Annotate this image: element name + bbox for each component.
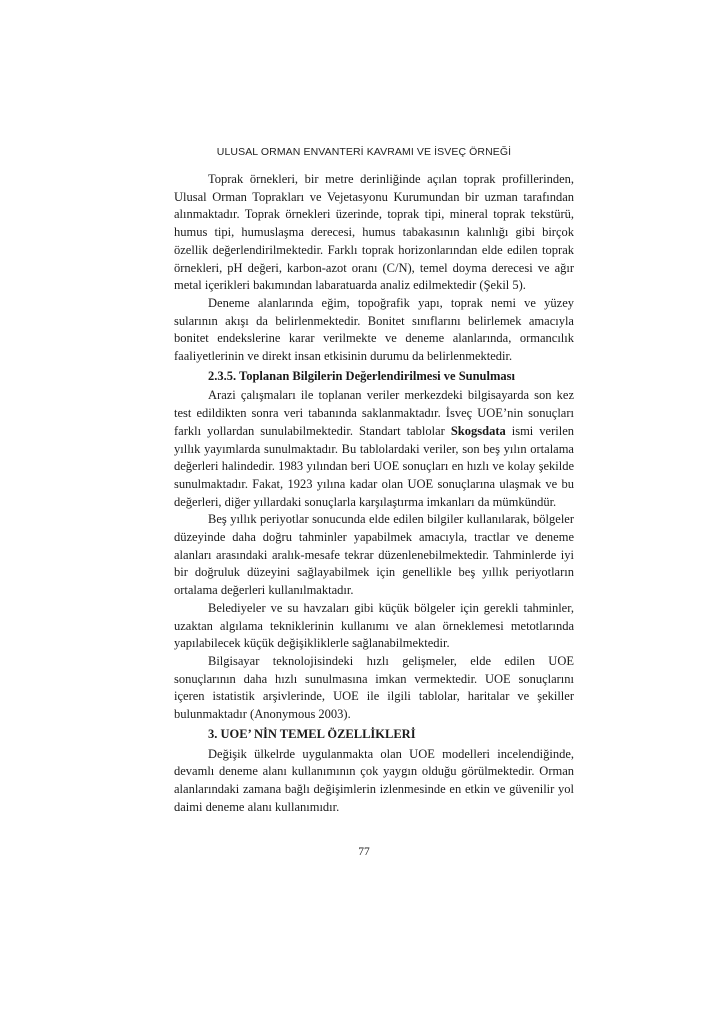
paragraph-computer-technology: Bilgisayar teknolojisindeki hızlı gelişmeler, elde edilen UOE sonuçlarının daha hızlı sunulmasına imkan vermektedir. UOE sonuçlarını içeren istatistik arşivlerinde, UOE ile ilgili tablolar, haritalar ve şekiller bulunmaktadır (Anonymous 2003).	[174, 653, 574, 722]
paragraph-data-presentation-part1: Arazi çalışmaları ile toplanan veriler merkezdeki bilgisayarda son kez test edildikten sonra veri tabanında saklanmaktadır. İsveç UOE’nin sonuçları farklı yollardan sunulabilmektedir. Standart tablolar	[174, 388, 574, 438]
running-header-title: ULUSAL ORMAN ENVANTERİ KAVRAMI VE İSVEÇ ÖRNEĞİ	[216, 146, 512, 158]
paragraph-permanent-plots: Değişik ülkelrde uygulanmakta olan UOE modelleri incelendiğinde, devamlı deneme alanı kullanımının çok yaygın olduğu görülmektedir. Orman alanlarındaki zamana bağlı değişimlerin izlenmesinde en etkin ve güvenilir yol daimi deneme alanı kullanımıdır.	[174, 746, 574, 814]
section-heading-2-3-5: 2.3.5. Toplanan Bilgilerin Değerlendirilmesi ve Sunulması	[208, 368, 515, 383]
skogsdata-term: Skogsdata	[450, 423, 506, 438]
page-number: 77	[358, 846, 370, 858]
paragraph-data-presentation	[174, 387, 574, 511]
section-heading-3: 3. UOE’ NİN TEMEL ÖZELLİKLERİ	[208, 726, 416, 741]
paragraph-plot-attributes: Deneme alanlarında eğim, topoğrafik yapı, toprak nemi ve yüzey sularının akışı da belirlenmektedir. Bonitet sınıflarını belirlemek amacıyla bonitet endekslerine karar verilmekte ve deneme alanlarında, ormancılık faaliyetlerinin ve direkt insan etkisinin durumu da belirlenmektedir.	[174, 295, 574, 364]
body-text	[174, 171, 574, 816]
paragraph-five-year-periods: Beş yıllık periyotlar sonucunda elde edilen bilgiler kullanılarak, bölgeler düzeyinde daha doğru tahminler yapabilmek amacıyla, tractlar ve deneme alanları arasındaki aralık-mesafe tekrar düzenlenebilmektedir. Tahminlerde iyi bir doğruluk düzeyini sağlayabilmek için genellikle beş yıllık periyotların ortalama değerleri kullanılmaktadır.	[174, 512, 574, 598]
paragraph-small-regions: Belediyeler ve su havzaları gibi küçük bölgeler için gerekli tahminler, uzaktan algılama tekniklerinin kullanımı ve alan örneklemesi metotlarında yapılabilecek küçük değişikliklerle sağlanabilmektedir.	[174, 600, 574, 651]
paragraph-data-presentation-part2: ismi verilen yıllık yayımlarda sunulmaktadır. Bu tablolardaki veriler, son beş yılın ortalama değerleri halindedir. 1983 yılından beri UOE sonuçları en hızlı ve kolay şekilde sunulmaktadır. Fakat, 1923 yılına kadar olan UOE sonuçlarına ulaşmak ve bu değerleri, diğer yıllardaki sonuçlarla karşılaştırma imkanları da mümkündür.	[174, 423, 574, 509]
paragraph-soil-samples: Toprak örnekleri, bir metre derinliğinde açılan toprak profillerinden, Ulusal Orman Toprakları ve Vejetasyonu Kurumundan bir uzman tarafından alınmaktadır. Toprak örnekleri üzerinde, toprak tipi, mineral toprak tekstürü, humus tipi, humuslaşma derecesi, humus tabakasının kalınlığı gibi birçok özellik değerlendirilmektedir. Farklı toprak horizonlarından elde edilen toprak örnekleri, pH değeri, karbon-azot oranı (C/N), temel doyma derecesi ve ağır metal içerikleri bakımından labaratuarda analiz edilmektedir (Şekil 5).	[174, 172, 574, 293]
